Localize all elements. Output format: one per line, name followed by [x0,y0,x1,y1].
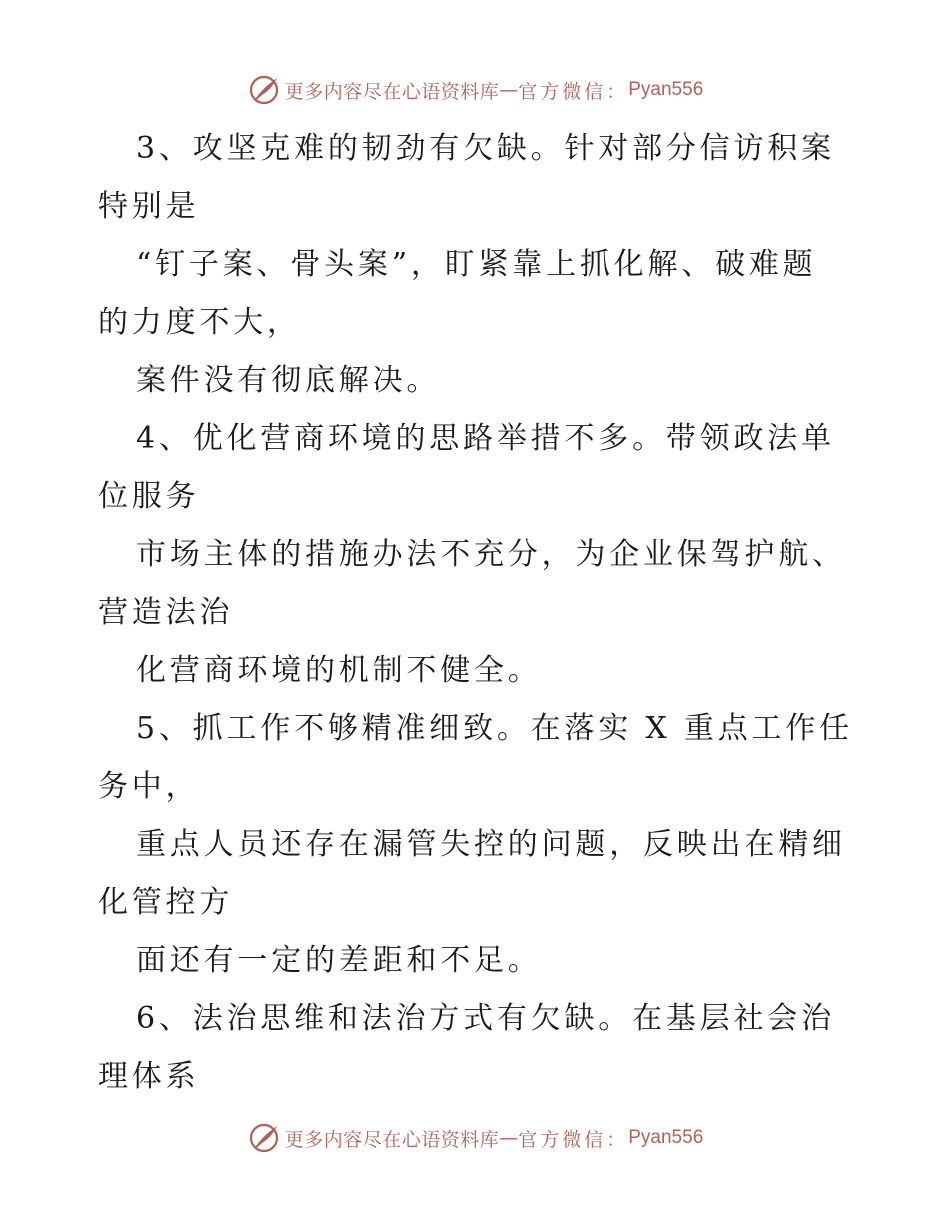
text-line: 位服务 [98,479,200,514]
text-line: 理体系 [98,1059,200,1094]
text-line: 面还有一定的差距和不足。 [136,943,542,978]
text-line: 重点人员还存在漏管失控的问题，反映出在精细 [136,827,846,862]
text-line: 营造法治 [98,595,234,630]
banner-separator: — [499,79,519,101]
banner-channel-text: 官方微信： [518,1128,629,1151]
text-line: 务中， [98,769,200,804]
text-line: 化管控方 [98,885,234,920]
feather-quill-logo-icon [247,1121,281,1155]
banner-channel-text: 官方微信： [518,80,629,103]
text-line: 市场主体的措施办法不充分，为企业保驾护航、 [136,537,846,572]
banner-wechat-id: Pyan556 [628,79,704,100]
banner-separator: — [499,1127,519,1149]
banner-wechat-id: Pyan556 [628,1127,704,1148]
text-line: 特别是 [98,189,200,224]
text-line: 6、法治思维和法治方式有欠缺。在基层社会治 [136,1001,835,1036]
text-line: 4、优化营商环境的思路举措不多。带领政法单 [136,421,835,456]
text-line: 化营商环境的机制不健全。 [136,653,542,688]
header-banner [0,70,950,110]
text-line: 案件没有彻底解决。 [136,363,441,398]
text-line: 的力度不大， [98,305,301,340]
text-line: 5、抓工作不够精准细致。在落实 X 重点工作任 [136,711,853,746]
document-body [98,120,858,1106]
text-line: “钉子案、骨头案”，盯紧靠上抓化解、破难题 [136,247,817,282]
feather-quill-logo-icon [247,73,281,107]
text-line: 3、攻坚克难的韧劲有欠缺。针对部分信访积案 [136,131,835,166]
banner-brand-text: 更多内容尽在心语资料库 [284,80,500,103]
banner-brand-text: 更多内容尽在心语资料库 [284,1128,500,1151]
footer-banner [0,1118,950,1158]
